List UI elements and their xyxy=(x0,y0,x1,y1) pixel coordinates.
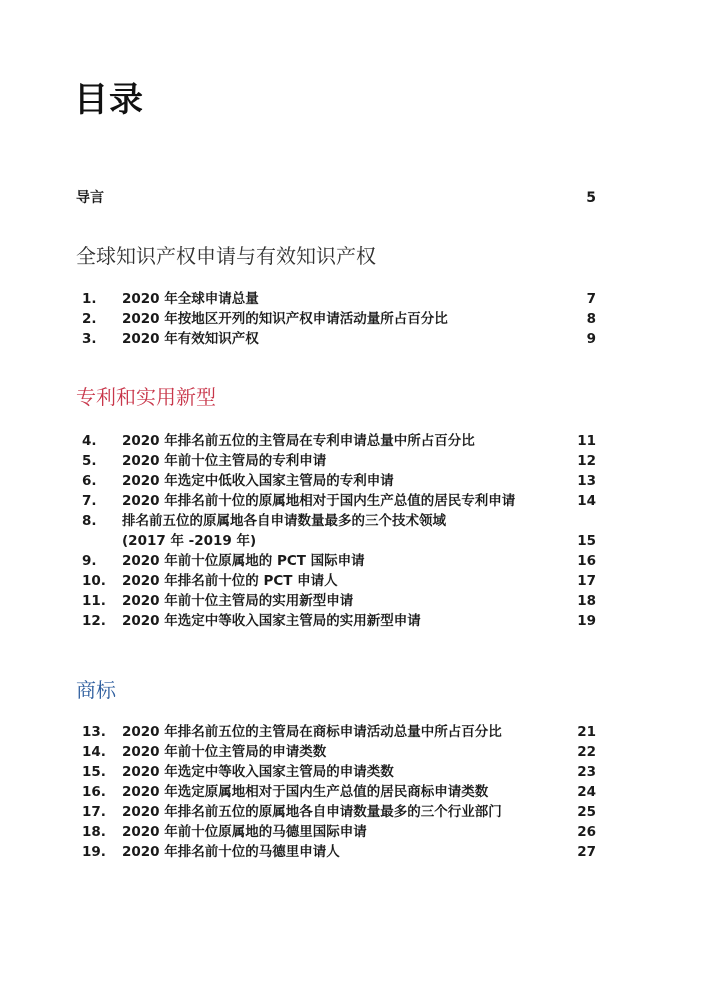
toc-entry-title: 2020 年选定中等收入国家主管局的实用新型申请 xyxy=(122,613,421,629)
toc-entry-number: 7. xyxy=(82,493,97,509)
toc-entry-number: 15. xyxy=(82,764,106,780)
toc-entry-page: 27 xyxy=(577,844,596,860)
toc-entry-page: 12 xyxy=(577,453,596,469)
page-title: 目录 xyxy=(74,80,144,120)
toc-entry-number: 14. xyxy=(82,744,106,760)
toc-entry-number: 18. xyxy=(82,824,106,840)
toc-entry[interactable] xyxy=(76,842,596,862)
toc-entry-page: 9 xyxy=(586,331,596,347)
toc-entry-number: 19. xyxy=(82,844,106,860)
toc-entry-number: 1. xyxy=(82,291,97,307)
toc-entry-page: 21 xyxy=(577,724,596,740)
toc-entry[interactable] xyxy=(76,511,596,551)
toc-entry-title: 2020 年全球申请总量 xyxy=(122,291,259,307)
toc-entry-page: 24 xyxy=(577,784,596,800)
toc-entry-title: 2020 年排名前十位的马德里申请人 xyxy=(122,844,340,860)
toc-entry-number: 3. xyxy=(82,331,97,347)
toc-entry-number: 12. xyxy=(82,613,106,629)
toc-entry-title: 2020 年前十位主管局的申请类数 xyxy=(122,744,327,760)
toc-entry[interactable] xyxy=(76,329,596,349)
toc-entry-page: 16 xyxy=(577,553,596,569)
toc-entry[interactable] xyxy=(76,822,596,842)
toc-entry[interactable] xyxy=(76,611,596,631)
toc-entry-number: 17. xyxy=(82,804,106,820)
toc-entry-page: 17 xyxy=(577,573,596,589)
toc-entry-page: 22 xyxy=(577,744,596,760)
toc-entry-page: 15 xyxy=(577,533,596,549)
toc-entry-intro[interactable] xyxy=(76,188,596,208)
toc-entry-number: 9. xyxy=(82,553,97,569)
toc-entry-title: 2020 年排名前五位的原属地各自申请数量最多的三个行业部门 xyxy=(122,804,502,820)
toc-entry-title: 2020 年前十位原属地的马德里国际申请 xyxy=(122,824,367,840)
toc-entry[interactable] xyxy=(76,289,596,309)
toc-entry-title: 2020 年选定原属地相对于国内生产总值的居民商标申请类数 xyxy=(122,784,489,800)
toc-entry-page: 5 xyxy=(586,190,596,206)
toc-list-patents xyxy=(76,431,596,631)
section-heading-trademarks: 商标 xyxy=(76,678,116,702)
toc-entry[interactable] xyxy=(76,591,596,611)
toc-entry[interactable] xyxy=(76,551,596,571)
toc-entry-title: 2020 年前十位主管局的专利申请 xyxy=(122,453,327,469)
toc-entry-number: 10. xyxy=(82,573,106,589)
toc-entry[interactable] xyxy=(76,762,596,782)
toc-entry-title: 2020 年前十位原属地的 PCT 国际申请 xyxy=(122,553,365,569)
toc-entry-page: 8 xyxy=(586,311,596,327)
toc-entry[interactable] xyxy=(76,451,596,471)
toc-entry-title: 2020 年排名前五位的主管局在专利申请总量中所占百分比 xyxy=(122,433,475,449)
toc-entry-number: 4. xyxy=(82,433,97,449)
toc-entry-page: 13 xyxy=(577,473,596,489)
toc-entry-title: 2020 年按地区开列的知识产权申请活动量所占百分比 xyxy=(122,311,448,327)
toc-entry-page: 7 xyxy=(586,291,596,307)
toc-entry-title: 2020 年选定中低收入国家主管局的专利申请 xyxy=(122,473,394,489)
toc-entry[interactable] xyxy=(76,742,596,762)
section-heading-patents: 专利和实用新型 xyxy=(76,385,216,409)
toc-entry-number: 6. xyxy=(82,473,97,489)
toc-entry[interactable] xyxy=(76,722,596,742)
toc-entry-title: 2020 年排名前十位的 PCT 申请人 xyxy=(122,573,338,589)
toc-entry[interactable] xyxy=(76,491,596,511)
toc-entry-page: 26 xyxy=(577,824,596,840)
toc-entry[interactable] xyxy=(76,782,596,802)
toc-list-global-ip xyxy=(76,289,596,349)
toc-entry-page: 14 xyxy=(577,493,596,509)
toc-entry-number: 11. xyxy=(82,593,106,609)
toc-entry-title: 2020 年前十位主管局的实用新型申请 xyxy=(122,593,354,609)
toc-entry-number: 16. xyxy=(82,784,106,800)
section-heading-global-ip: 全球知识产权申请与有效知识产权 xyxy=(76,244,376,268)
toc-entry-title: 2020 年选定中等收入国家主管局的申请类数 xyxy=(122,764,394,780)
toc-entry-number: 13. xyxy=(82,724,106,740)
toc-entry-title: 2020 年排名前五位的主管局在商标申请活动总量中所占百分比 xyxy=(122,724,502,740)
toc-entry[interactable] xyxy=(76,802,596,822)
toc-entry-title: 2020 年排名前十位的原属地相对于国内生产总值的居民专利申请 xyxy=(122,493,516,509)
toc-entry[interactable] xyxy=(76,471,596,491)
toc-entry[interactable] xyxy=(76,309,596,329)
toc-entry[interactable] xyxy=(76,431,596,451)
toc-entry-page: 23 xyxy=(577,764,596,780)
toc-entry-title: 2020 年有效知识产权 xyxy=(122,331,259,347)
toc-list-trademarks xyxy=(76,722,596,862)
toc-entry-number: 2. xyxy=(82,311,97,327)
toc-entry-page: 11 xyxy=(577,433,596,449)
toc-entry-number: 8. xyxy=(82,513,97,529)
toc-entry-page: 19 xyxy=(577,613,596,629)
toc-entry[interactable] xyxy=(76,571,596,591)
toc-entry-page: 18 xyxy=(577,593,596,609)
toc-entry-number: 5. xyxy=(82,453,97,469)
toc-entry-page: 25 xyxy=(577,804,596,820)
toc-entry-title: 导言 xyxy=(76,190,104,206)
toc-entry-title: 排名前五位的原属地各自申请数量最多的三个技术领域 (2017 年 -2019 年) xyxy=(122,513,446,549)
